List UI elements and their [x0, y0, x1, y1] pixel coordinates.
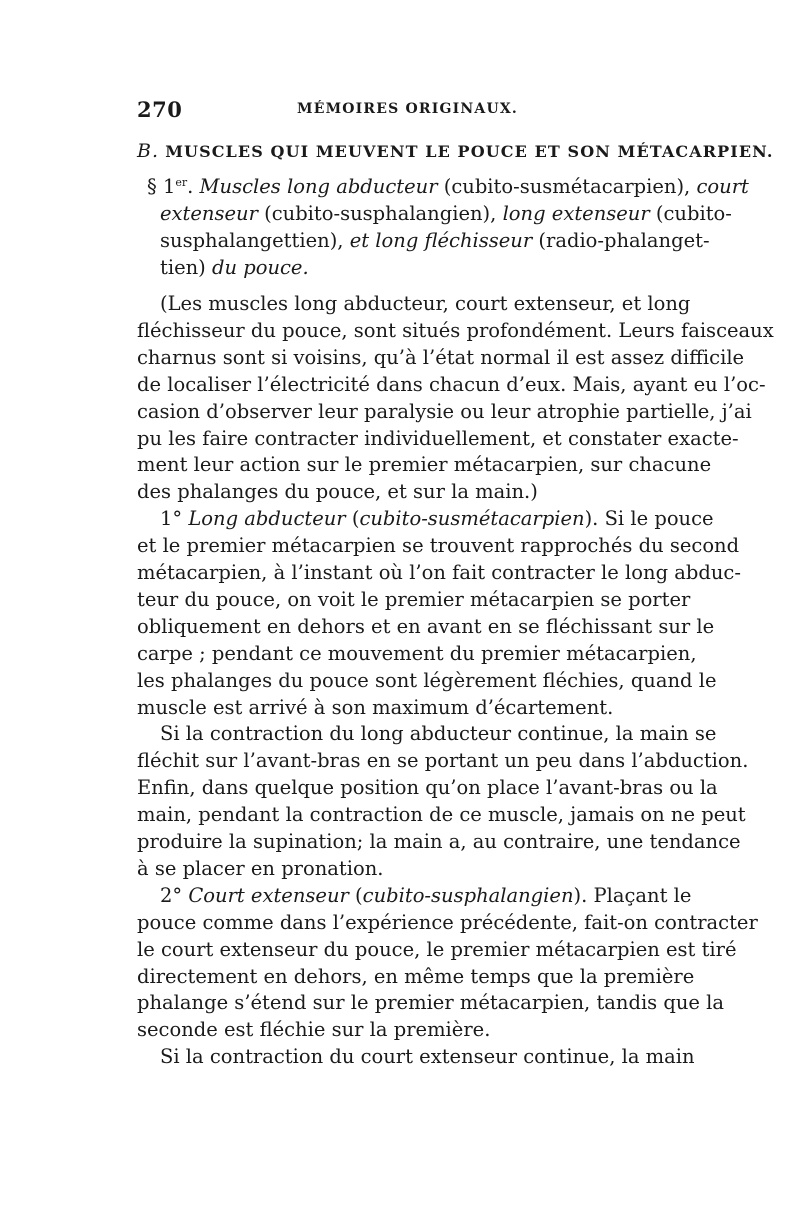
text-run: obliquement en dehors et en avant en se fléchissant sur le [137, 614, 715, 638]
paragraph-line [137, 936, 737, 963]
text-run: ment leur action sur le premier métacarpien, sur chacune [137, 453, 712, 477]
section-mark: § 1 [147, 175, 176, 198]
subsection-line [160, 254, 665, 281]
text-run: Muscles long abducteur [199, 175, 438, 198]
section-heading [137, 140, 774, 162]
paragraph-line [160, 882, 692, 909]
paragraph-line [137, 398, 752, 425]
paragraph-line [137, 989, 725, 1016]
text-run: (cubito- [649, 201, 732, 225]
text-run: pouce comme dans l’expérience précédente, fait-on contracter [137, 910, 758, 934]
paragraph-line [137, 613, 715, 640]
text-run: Long abducteur [188, 507, 346, 531]
text-run: fléchisseur du pouce, sont situés profondément. Leurs faisceaux [137, 318, 774, 342]
running-title: MÉMOIRES ORIGINAUX. [297, 101, 518, 117]
text-run: seconde est fléchie sur la première. [137, 1018, 491, 1042]
text-run: et le premier métacarpien se trouvent rapprochés du second [137, 534, 740, 558]
text-run: le court extenseur du pouce, le premier métacarpien est tiré [137, 937, 737, 961]
text-run: du pouce. [211, 255, 309, 279]
text-run: court [696, 175, 749, 198]
subsection-line [160, 200, 732, 227]
text-run: main, pendant la contraction de ce muscle, jamais on ne peut [137, 803, 746, 827]
section-mark-sup: er [175, 176, 188, 189]
text-run: susphalangettien), [160, 228, 350, 252]
page-header [137, 97, 665, 123]
section-title: MUSCLES QUI MEUVENT LE POUCE ET SON MÉTACARPIEN. [165, 142, 774, 161]
text-run: . [187, 175, 200, 198]
text-run: de localiser l’électricité dans chacun d’eux. Mais, ayant eu l’oc- [137, 372, 766, 396]
text-run: ). Plaçant le [573, 883, 692, 907]
paragraph-line [137, 640, 697, 667]
page-number: 270 [137, 97, 183, 122]
paragraph-line [137, 586, 691, 613]
paragraph-line [137, 855, 665, 882]
text-run: charnus sont si voisins, qu’à l’état normal il est assez difficile [137, 345, 745, 369]
text-run: pu les faire contracter individuellement, et constater exacte- [137, 426, 739, 450]
text-run: les phalanges du pouce sont légèrement fléchies, quand le [137, 668, 717, 692]
paragraph-line [137, 451, 712, 478]
text-run: fléchit sur l’avant-bras en se portant un peu dans l’abduction. [137, 749, 749, 773]
text-run: ). Si le pouce [584, 507, 714, 531]
text-run: carpe ; pendant ce mouvement du premier métacarpien, [137, 641, 697, 665]
text-run: (cubito-susphalangien), [257, 201, 503, 225]
paragraph-line [137, 559, 741, 586]
text-run: à se placer en pronation. [137, 856, 384, 880]
section-letter: B. [137, 140, 160, 162]
text-run: Enfin, dans quelque position qu’on place l’avant-bras ou la [137, 776, 718, 800]
text-run: teur du pouce, on voit le premier métacarpien se porter [137, 587, 691, 611]
subsection-line [147, 173, 749, 200]
paragraph-line [137, 532, 740, 559]
paragraph-line [137, 747, 749, 774]
text-run: et long fléchisseur [349, 228, 533, 252]
paragraph-line [137, 371, 766, 398]
text-run: cubito-susphalangien [362, 883, 574, 907]
text-run: ( [348, 883, 363, 907]
text-run: Si la contraction du long abducteur continue, la main se [160, 722, 717, 746]
subsection-line [160, 227, 710, 254]
paragraph-line [160, 505, 714, 532]
paragraph-line [137, 478, 665, 505]
text-run: des phalanges du pouce, et sur la main.) [137, 480, 538, 504]
text-run: phalange s’étend sur le premier métacarpien, tandis que la [137, 991, 725, 1015]
paragraph-line [137, 774, 718, 801]
paragraph-line [137, 1016, 665, 1043]
text-run: métacarpien, à l’instant où l’on fait contracter le long abduc- [137, 561, 741, 584]
text-run: muscle est arrivé à son maximum d’écartement. [137, 695, 614, 719]
paragraph-line [137, 344, 745, 371]
paragraph-line [137, 909, 758, 936]
text-run: tien) [160, 255, 212, 279]
paragraph-line [160, 1043, 695, 1070]
text-run: 1° [160, 507, 189, 531]
text-run: ( [345, 507, 360, 531]
paragraph-line [137, 801, 746, 828]
text-run: Si la contraction du court extenseur continue, la main [160, 1045, 695, 1069]
text-run: directement en dehors, en même temps que la première [137, 964, 695, 988]
text-run: casion d’observer leur paralysie ou leur atrophie partielle, j’ai [137, 399, 752, 423]
paragraph-line [160, 290, 691, 317]
text-run: (cubito-susmétacarpien), [437, 175, 697, 198]
paragraph-line [137, 963, 695, 990]
text-run: (radio-phalanget- [532, 228, 710, 252]
text-run: Court extenseur [188, 883, 349, 907]
text-run: 2° [160, 883, 189, 907]
paragraph-line [137, 425, 739, 452]
text-run: extenseur [160, 201, 258, 225]
text-run: (Les muscles long abducteur, court extenseur, et long [160, 292, 691, 315]
paragraph-line [160, 720, 717, 747]
paragraph-line [137, 667, 717, 694]
paragraph-line [137, 828, 741, 855]
text-run: produire la supination; la main a, au contraire, une tendance [137, 830, 741, 853]
text-run: long extenseur [502, 201, 650, 225]
text-run: cubito-susmétacarpien [359, 507, 585, 531]
paragraph-line [137, 694, 665, 721]
paragraph-line [137, 317, 774, 344]
